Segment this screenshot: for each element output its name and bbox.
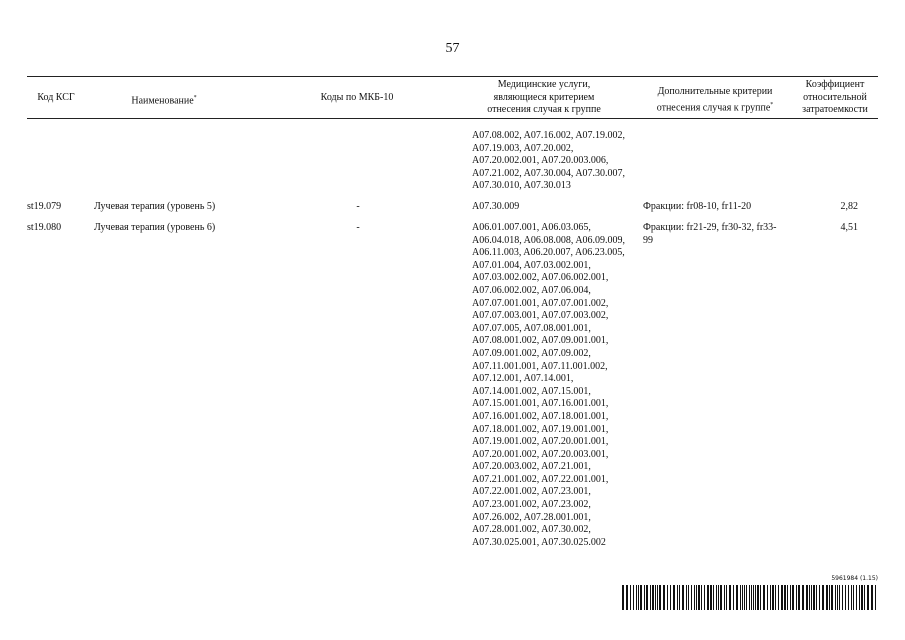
header-criteria	[641, 86, 789, 114]
barcode-bar	[638, 585, 639, 610]
page-number: 57	[445, 41, 460, 56]
barcode-bar	[677, 585, 678, 610]
barcode-bar	[839, 585, 840, 610]
service-codes-line: A07.15.001.001, A07.16.001.001,	[472, 398, 609, 410]
service-codes-line: A07.30.009	[472, 201, 520, 212]
barcode-bar	[726, 585, 727, 610]
barcode-bar	[659, 585, 661, 610]
service-codes-line: A07.22.001.002, A07.23.001,	[472, 486, 591, 498]
barcode-bar	[781, 585, 783, 610]
barcode-bar	[733, 585, 734, 610]
barcode-bar	[630, 585, 631, 610]
barcode-bar	[652, 585, 654, 610]
header-services-text: Медицинские услуги, являющиеся критерием отнесения случая к группе	[487, 79, 601, 115]
barcode-bar	[650, 585, 651, 610]
barcode-bar	[819, 585, 820, 610]
barcode-bar	[691, 585, 692, 610]
barcode-bar	[859, 585, 860, 610]
service-codes-line: A07.21.002, A07.30.004, A07.30.007,	[472, 167, 626, 179]
barcode-bar	[746, 585, 747, 610]
barcode-bar	[861, 585, 863, 610]
header-criteria-text: Дополнительные критерии отнесения случая к группе	[656, 86, 773, 113]
service-codes-line: A07.30.025.001, A07.30.025.002	[472, 536, 606, 548]
barcode-bar	[710, 585, 712, 610]
barcode-bar	[751, 585, 752, 610]
table-top-rule	[27, 76, 878, 77]
service-codes-line: A07.26.002, A07.28.001.001,	[472, 511, 591, 523]
barcode-bar	[813, 585, 815, 610]
barcode-bar	[744, 585, 745, 610]
barcode-bar	[729, 585, 731, 610]
header-name-footnote-mark: *	[193, 95, 197, 101]
barcode	[622, 585, 878, 610]
barcode-bar	[856, 585, 857, 610]
barcode-bar	[753, 585, 754, 610]
barcode-bar	[622, 585, 624, 610]
barcode-bar	[636, 585, 637, 610]
row-icd: -	[356, 201, 360, 212]
barcode-bar	[763, 585, 765, 610]
barcode-bar	[626, 585, 628, 610]
service-codes-line: A07.08.001.002, A07.09.001.001,	[472, 335, 609, 347]
barcode-bar	[716, 585, 717, 610]
row-coefficient: 4,51	[840, 222, 858, 233]
barcode-bar	[837, 585, 838, 610]
barcode-bar	[736, 585, 738, 610]
barcode-bar	[842, 585, 843, 610]
barcode-bar	[802, 585, 804, 610]
barcode-bar	[853, 585, 854, 610]
service-codes-line: A07.14.001.002, A07.15.001,	[472, 385, 591, 397]
barcode-bar	[775, 585, 776, 610]
service-codes-line: A06.04.018, A06.08.008, A06.09.009,	[472, 234, 626, 246]
row-code: st19.079	[27, 201, 62, 212]
service-codes-line: A07.12.001, A07.14.001,	[472, 373, 574, 385]
barcode-bar	[792, 585, 794, 610]
header-name-text: Наименование	[131, 95, 194, 107]
header-name	[90, 92, 238, 108]
service-codes-line: A07.08.002, A07.16.002, A07.19.002,	[472, 130, 626, 141]
header-icd	[285, 92, 429, 105]
service-codes-line: A07.07.005, A07.08.001.001,	[472, 322, 591, 334]
service-codes-line: A07.23.001.002, A07.23.002,	[472, 499, 591, 511]
header-coef-text: Коэффициент относительной затратоемкости	[802, 79, 868, 115]
header-code	[27, 92, 85, 105]
table-header-rule	[27, 118, 878, 119]
service-codes-line: A07.30.010, A07.30.013	[472, 180, 571, 192]
barcode-bar	[848, 585, 849, 610]
barcode-bar	[760, 585, 761, 610]
barcode-bar	[644, 585, 645, 610]
barcode-bar	[646, 585, 648, 610]
barcode-bar	[778, 585, 779, 610]
barcode-bar	[796, 585, 797, 610]
barcode-bar	[784, 585, 786, 610]
barcode-bar	[742, 585, 743, 610]
barcode-bar	[718, 585, 719, 610]
barcode-bar	[811, 585, 812, 610]
service-codes-line: A07.18.001.002, A07.19.001.001,	[472, 423, 609, 435]
barcode-bar	[867, 585, 869, 610]
barcode-bar	[688, 585, 689, 610]
barcode-bar	[790, 585, 791, 610]
service-codes-line: A07.03.002.002, A07.06.002.001,	[472, 272, 609, 284]
service-codes-line: A07.16.001.002, A07.18.001.001,	[472, 410, 609, 422]
barcode-bar	[851, 585, 852, 610]
barcode-bar	[686, 585, 687, 610]
row-criteria: Фракции: fr08-10, fr11-20	[643, 201, 752, 212]
barcode-bar	[816, 585, 817, 610]
barcode-bar	[822, 585, 824, 610]
service-codes-line: A07.09.001.002, A07.09.002,	[472, 347, 591, 359]
barcode-bar	[755, 585, 756, 610]
row-name: Лучевая терапия (уровень 5)	[94, 201, 216, 212]
header-services	[478, 79, 610, 117]
barcode-bar	[720, 585, 722, 610]
barcode-bar	[682, 585, 684, 610]
barcode-bar	[770, 585, 771, 610]
barcode-bar	[679, 585, 680, 610]
barcode-bar	[663, 585, 665, 610]
service-codes-line: A07.21.001.002, A07.22.001.001,	[472, 473, 609, 485]
service-codes-line: A07.07.003.001, A07.07.003.002,	[472, 310, 609, 322]
service-codes-line: A07.07.001.001, A07.07.001.002,	[472, 297, 609, 309]
service-codes-line: A07.19.003, A07.20.002,	[472, 142, 574, 154]
barcode-bar	[701, 585, 702, 610]
barcode-bar	[673, 585, 675, 610]
barcode-id: 5961984 (1.15)	[831, 575, 878, 582]
service-codes-line: A07.19.001.002, A07.20.001.001,	[472, 436, 609, 448]
barcode-bar	[875, 585, 876, 610]
barcode-bar	[740, 585, 741, 610]
service-codes-line: A06.11.003, A06.20.007, A06.23.005,	[472, 247, 625, 259]
barcode-bar	[707, 585, 709, 610]
row-name: Лучевая терапия (уровень 6)	[94, 222, 216, 233]
row-criteria: Фракции: fr21-29, fr30-32, fr33-99	[643, 222, 777, 246]
service-codes-line: A06.01.007.001, A06.03.065,	[472, 222, 591, 233]
row-services	[472, 222, 642, 549]
barcode-bar	[667, 585, 668, 610]
barcode-bar	[826, 585, 828, 610]
barcode-bar	[806, 585, 808, 610]
barcode-bar	[696, 585, 697, 610]
barcode-bar	[835, 585, 836, 610]
service-codes-line: A07.20.003.002, A07.21.001,	[472, 461, 591, 473]
header-criteria-footnote-mark: *	[770, 101, 774, 108]
service-codes-line: A07.28.001.002, A07.30.002,	[472, 524, 591, 536]
header-code-text: Код КСГ	[37, 92, 75, 103]
service-codes-line: A07.01.004, A07.03.002.001,	[472, 259, 591, 271]
service-codes-line: A07.11.001.001, A07.11.001.002,	[472, 360, 608, 372]
service-codes-line: A07.20.002.001, A07.20.003.006,	[472, 155, 609, 167]
row-coefficient: 2,82	[840, 201, 858, 212]
barcode-bar	[640, 585, 642, 610]
barcode-bar	[845, 585, 846, 610]
barcode-bar	[787, 585, 788, 610]
barcode-bar	[749, 585, 750, 610]
barcode-bar	[772, 585, 774, 610]
row-services	[472, 201, 642, 214]
header-icd-text: Коды по МКБ-10	[320, 92, 394, 103]
barcode-bar	[633, 585, 634, 610]
barcode-bar	[829, 585, 830, 610]
barcode-bar	[655, 585, 656, 610]
row-code: st19.080	[27, 222, 62, 233]
barcode-bar	[864, 585, 865, 610]
row-icd: -	[356, 222, 360, 233]
barcode-bar	[670, 585, 671, 610]
header-coef	[793, 79, 877, 117]
barcode-bar	[809, 585, 810, 610]
barcode-bar	[871, 585, 873, 610]
barcode-bar	[798, 585, 800, 610]
service-codes-line: A07.06.002.002, A07.06.004,	[472, 284, 591, 296]
barcode-bar	[704, 585, 705, 610]
barcode-bar	[713, 585, 714, 610]
barcode-bar	[724, 585, 725, 610]
barcode-bar	[757, 585, 759, 610]
barcode-bar	[694, 585, 695, 610]
barcode-bar	[831, 585, 833, 610]
barcode-bar	[698, 585, 700, 610]
continued-services-cell	[472, 130, 642, 193]
barcode-bar	[767, 585, 768, 610]
barcode-bar	[657, 585, 658, 610]
service-codes-line: A07.20.001.002, A07.20.003.001,	[472, 448, 609, 460]
